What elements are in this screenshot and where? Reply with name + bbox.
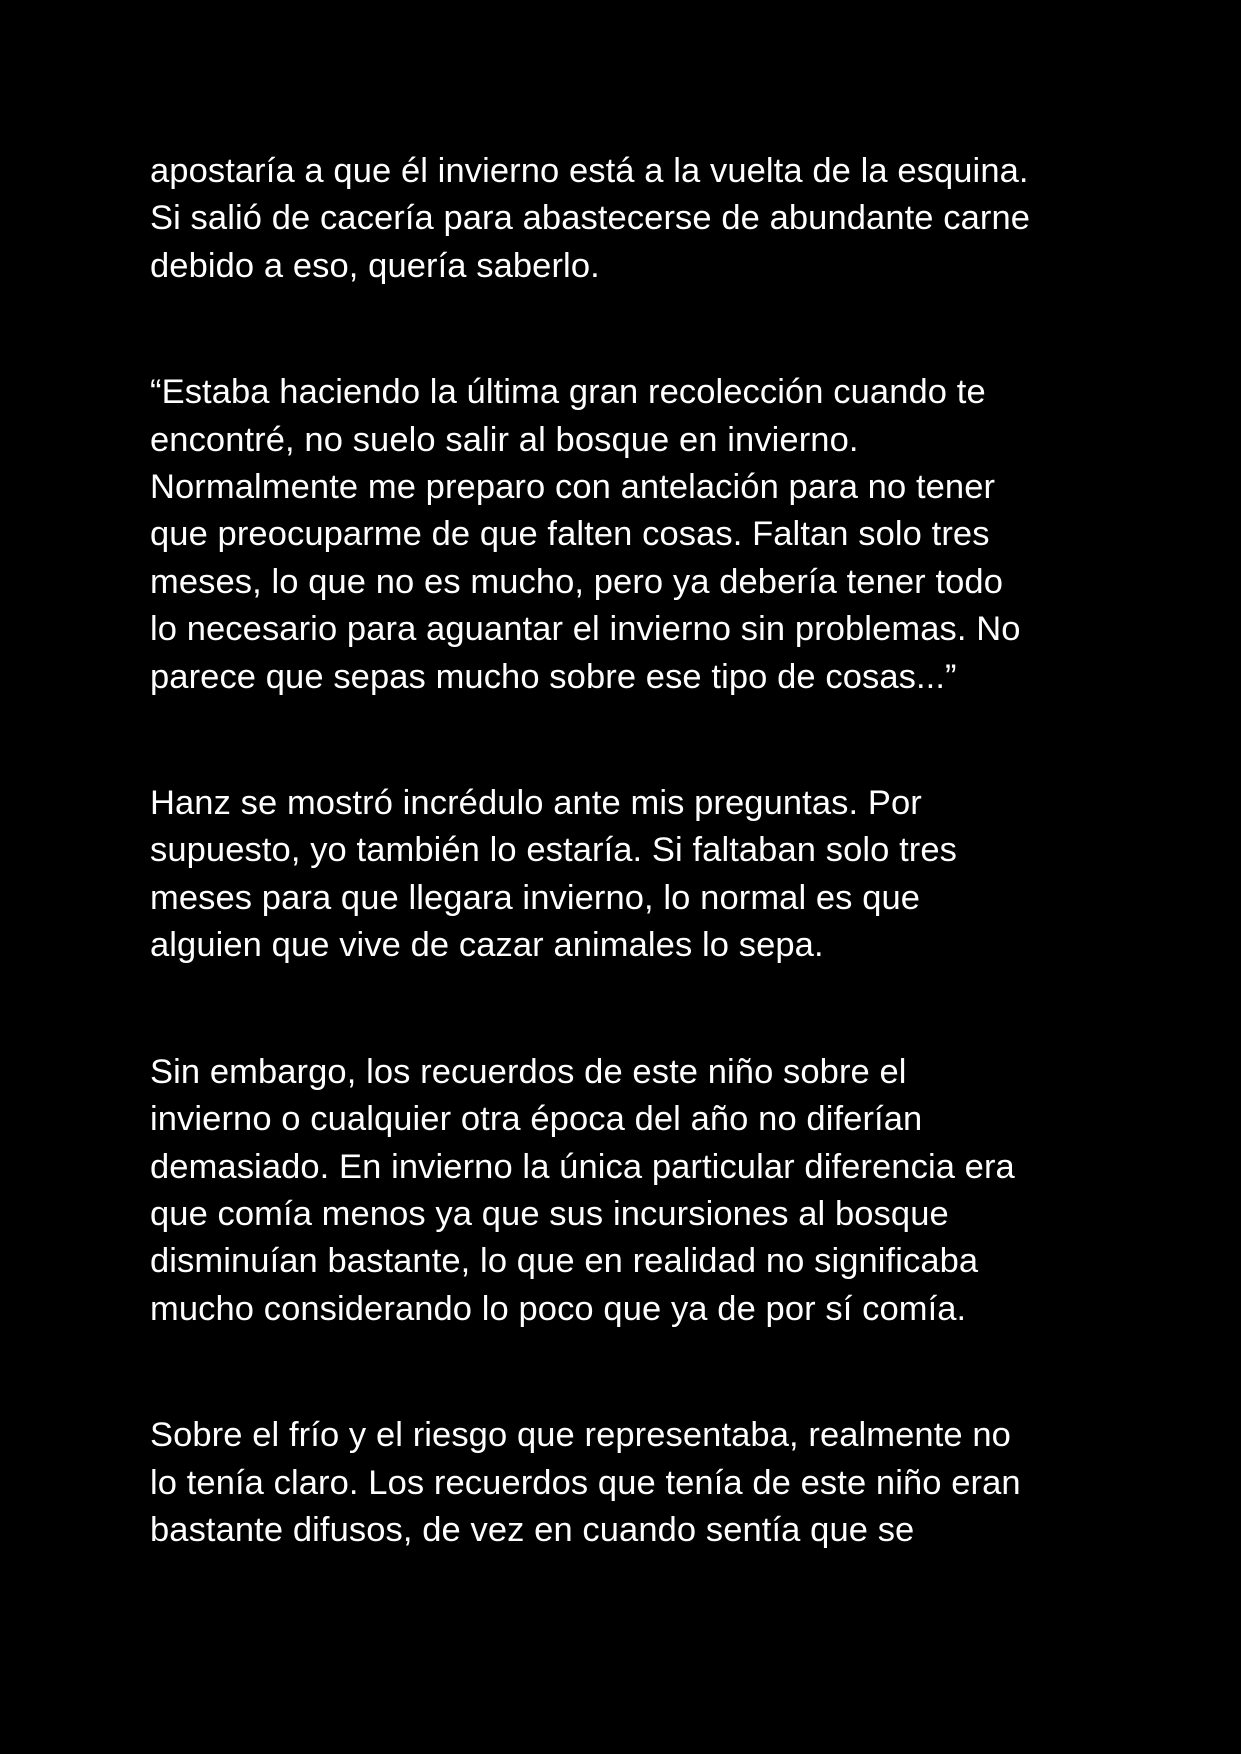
body-text: [150, 148, 1100, 1554]
paragraph-1: apostaría a que él invierno está a la vuelta de la esquina. Si salió de cacería para abastecerse de abundante carne debido a eso, quería saberlo.: [150, 152, 1031, 285]
paragraph-5: Sobre el frío y el riesgo que representaba, realmente no lo tenía claro. Los recuerdos que tenía de este niño eran bastante difusos, de vez en cuando sentía que se: [150, 1416, 1021, 1549]
paragraph-3: Hanz se mostró incrédulo ante mis preguntas. Por supuesto, yo también lo estaría. Si faltaban solo tres meses para que llegara invierno, lo normal es que alguien que vive de cazar animales lo sepa.: [150, 784, 958, 965]
paragraph-4: Sin embargo, los recuerdos de este niño sobre el invierno o cualquier otra época del año no diferían demasiado. En invierno la única particular diferencia era que comía menos ya que sus incursiones al bosque disminuían bastante, lo que en realidad no significaba mucho considerando lo poco que ya de por sí comía.: [150, 1052, 1015, 1328]
paragraph-2-dialogue: “Estaba haciendo la última gran recolección cuando te encontré, no suelo salir al bosque en invierno. Normalmente me preparo con antelación para no tener que preocuparme de que falten cosas. Faltan solo tres meses, lo que no es mucho, pero ya debería tener todo lo necesario para aguantar el invierno sin problemas. No parece que sepas mucho sobre ese tipo de cosas...”: [150, 373, 1021, 696]
